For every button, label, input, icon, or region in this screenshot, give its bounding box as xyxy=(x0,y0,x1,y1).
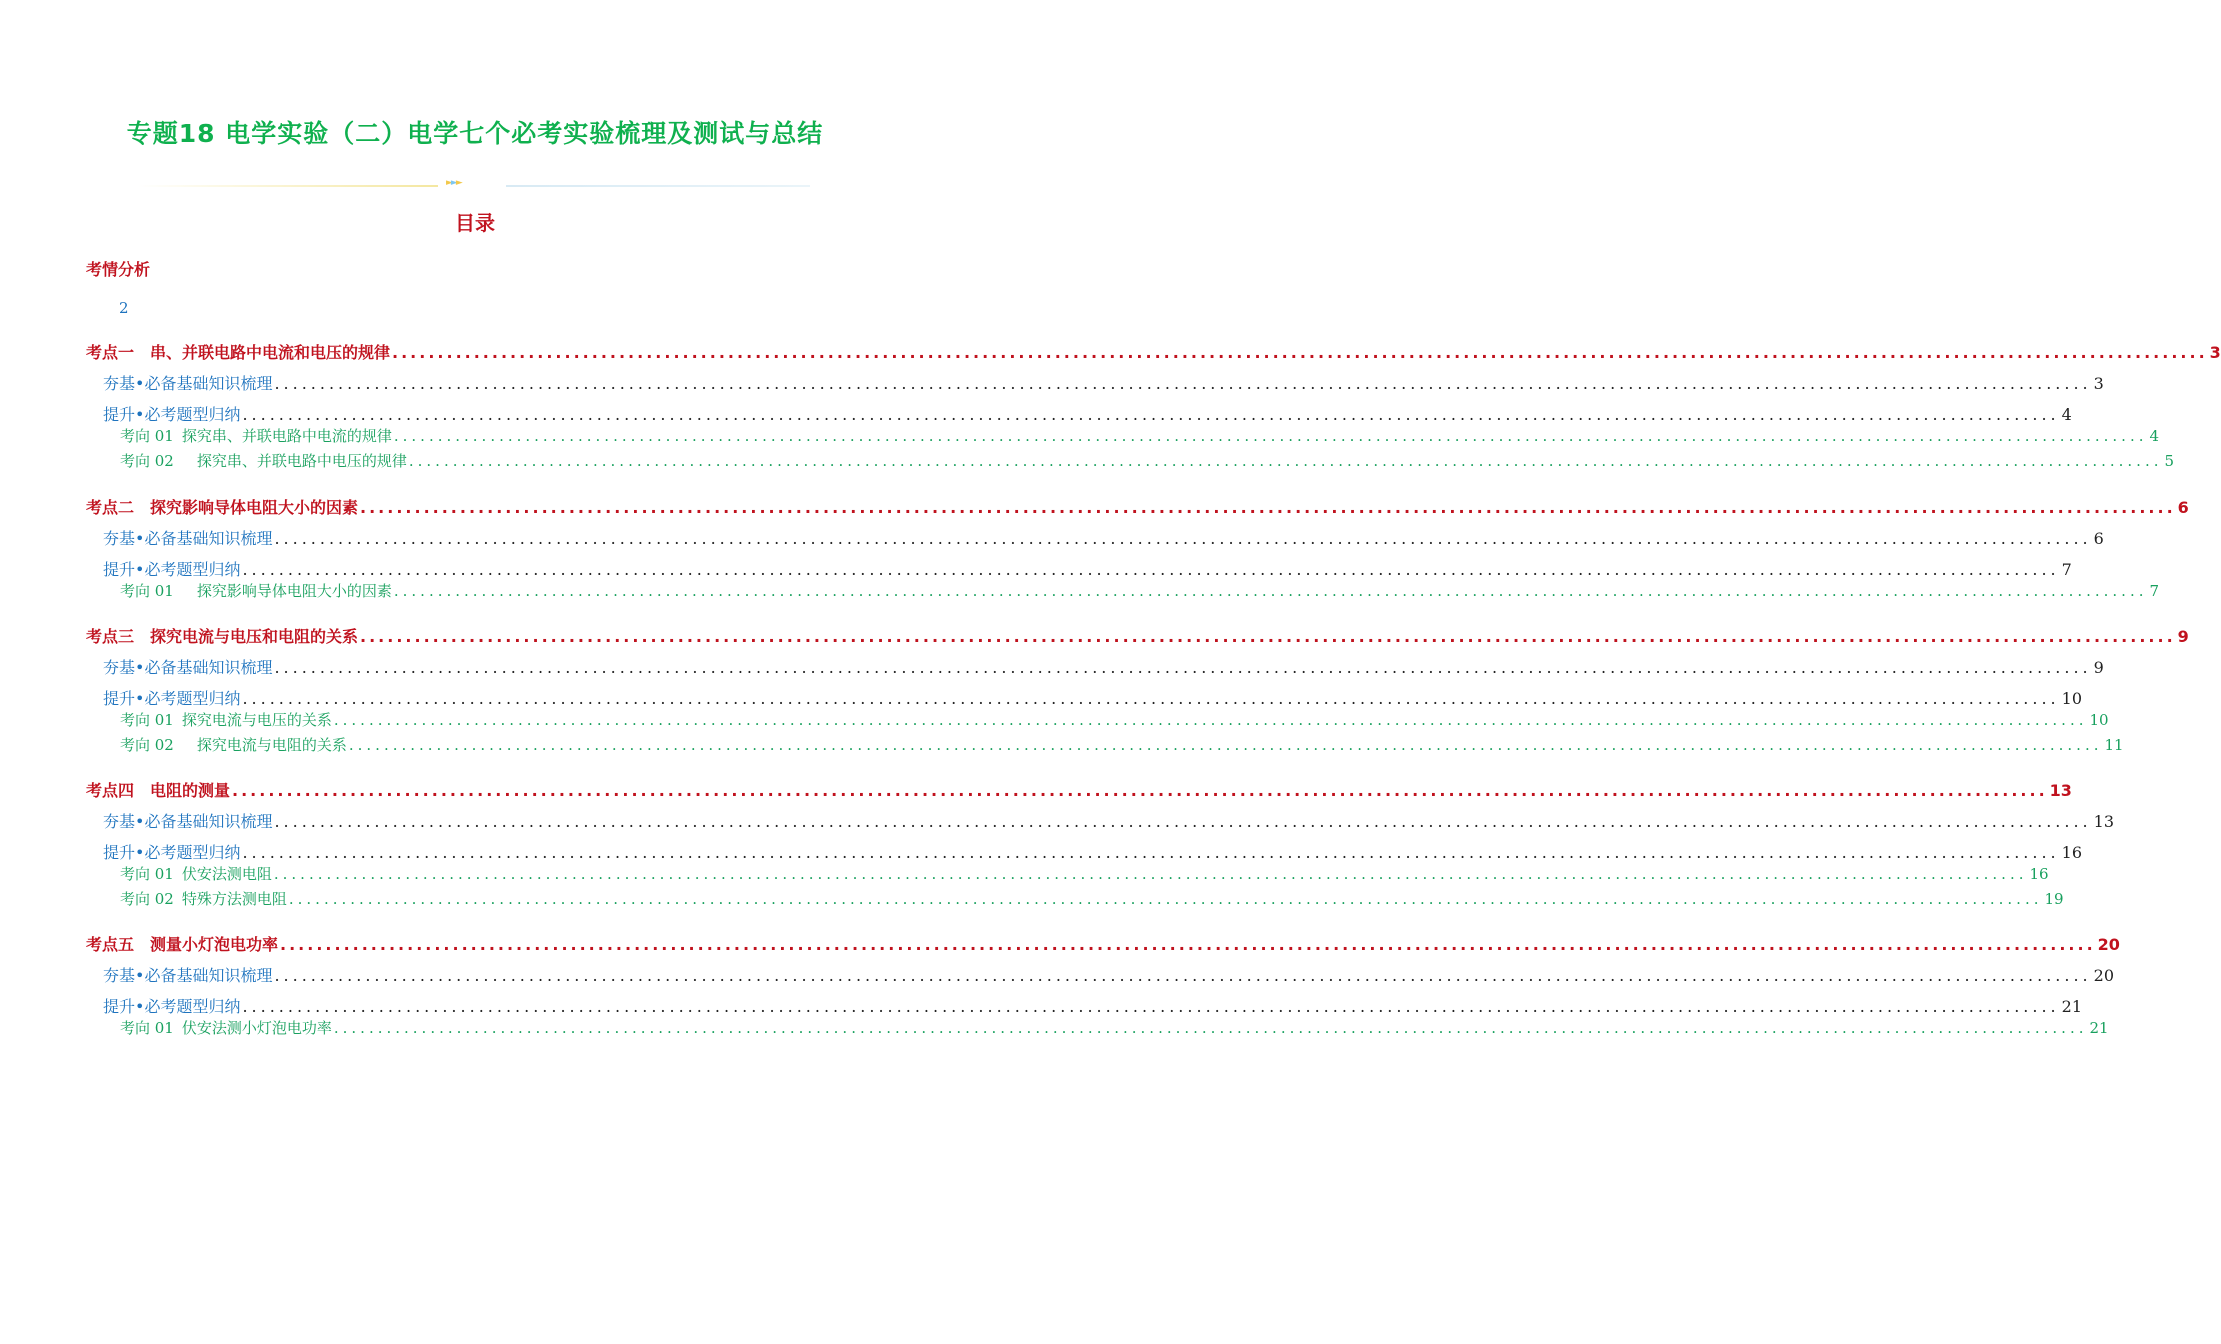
toc-page-number: 20 xyxy=(2097,935,2120,954)
toc-page-number: 4 xyxy=(2149,427,2160,445)
title-divider xyxy=(138,176,810,196)
toc-page-number: 4 xyxy=(2061,405,2072,424)
toc-dot-leader: ........................................................................................................................................................................................................ xyxy=(274,374,2092,393)
toc-subsection[interactable] xyxy=(103,526,2104,549)
toc-page-number: 21 xyxy=(2089,1019,2109,1037)
toc-subsection[interactable] xyxy=(103,371,2104,394)
toc-subsection[interactable] xyxy=(103,557,2072,580)
toc-subsection[interactable] xyxy=(103,402,2072,425)
toc-page-number: 16 xyxy=(2029,865,2049,883)
toc-page-number: 9 xyxy=(2093,658,2104,677)
toc-entry-label: 考向 01 探究串、并联电路中电流的规律 xyxy=(120,427,392,445)
toc-entry-label: 考点三 探究电流与电压和电阻的关系 xyxy=(86,627,359,646)
toc-item[interactable] xyxy=(120,734,2124,755)
toc-page-number: 11 xyxy=(2104,736,2124,754)
toc-subsection[interactable] xyxy=(103,809,2114,832)
toc-dot-leader: ........................................................................................................................................................................................................ xyxy=(348,736,2103,754)
toc-page-number: 21 xyxy=(2061,997,2082,1016)
toc-dot-leader: ........................................................................................................................................................................................................ xyxy=(274,812,2092,831)
toc-page-number: 6 xyxy=(2177,498,2189,517)
toc-intro-link[interactable]: 考情分析 xyxy=(86,260,151,279)
toc-entry-label: 考向 02 探究串、并联电路中电压的规律 xyxy=(120,452,407,470)
toc-dot-leader: ........................................................................................................................................................................................................ xyxy=(360,627,2176,646)
toc-dot-leader: ........................................................................................................................................................................................................ xyxy=(333,711,2088,729)
toc-heading: 目录 xyxy=(455,211,495,235)
toc-entry-label: 考向 02 特殊方法测电阻 xyxy=(120,890,287,908)
toc-subsection[interactable] xyxy=(103,994,2082,1017)
toc-section-4[interactable] xyxy=(86,778,2072,801)
toc-dot-leader: ........................................................................................................................................................................................................ xyxy=(242,405,2060,424)
toc-page-number: 20 xyxy=(2093,966,2114,985)
toc-item[interactable] xyxy=(120,1017,2109,1038)
toc-dot-leader: ........................................................................................................................................................................................................ xyxy=(408,452,2163,470)
toc-page-number: 5 xyxy=(2164,452,2175,470)
divider-line-left xyxy=(138,185,438,187)
toc-entry-label: 考点二 探究影响导体电阻大小的因素 xyxy=(86,498,359,517)
toc-page-number: 13 xyxy=(2049,781,2072,800)
toc-subsection[interactable] xyxy=(103,840,2082,863)
toc-page-number: 3 xyxy=(2209,343,2221,362)
toc-dot-leader: ........................................................................................................................................................................................................ xyxy=(280,935,2096,954)
toc-page-number: 7 xyxy=(2149,582,2160,600)
document-title: 专题18 电学实验（二）电学七个必考实验梳理及测试与总结 xyxy=(126,119,824,148)
toc-page-number: 7 xyxy=(2061,560,2072,579)
toc-page-number: 10 xyxy=(2089,711,2109,729)
toc-dot-leader: ........................................................................................................................................................................................................ xyxy=(273,865,2028,883)
toc-entry-label: 夯基•必备基础知识梳理 xyxy=(103,812,273,831)
toc-item[interactable] xyxy=(120,709,2109,730)
toc-entry-label: 考点五 测量小灯泡电功率 xyxy=(86,935,279,954)
toc-subsection[interactable] xyxy=(103,963,2114,986)
toc-dot-leader: ........................................................................................................................................................................................................ xyxy=(274,529,2092,548)
toc-dot-leader: ........................................................................................................................................................................................................ xyxy=(242,997,2060,1016)
toc-entry-label: 夯基•必备基础知识梳理 xyxy=(103,529,273,548)
toc-page-number: 16 xyxy=(2061,843,2082,862)
toc-entry-label: 提升•必考题型归纳 xyxy=(103,689,241,708)
toc-entry-label: 夯基•必备基础知识梳理 xyxy=(103,374,273,393)
toc-dot-leader: ........................................................................................................................................................................................................ xyxy=(242,560,2060,579)
toc-entry-label: 考点一 串、并联电路中电流和电压的规律 xyxy=(86,343,391,362)
toc-dot-leader: ........................................................................................................................................................................................................ xyxy=(393,582,2148,600)
divider-line-right xyxy=(506,185,810,187)
toc-dot-leader: ........................................................................................................................................................................................................ xyxy=(242,689,2060,708)
toc-entry-label: 考点四 电阻的测量 xyxy=(86,781,231,800)
toc-section-1[interactable] xyxy=(86,340,2221,363)
toc-section-3[interactable] xyxy=(86,624,2189,647)
toc-item[interactable] xyxy=(120,888,2064,909)
toc-dot-leader: ........................................................................................................................................................................................................ xyxy=(393,427,2148,445)
toc-subsection[interactable] xyxy=(103,655,2104,678)
toc-dot-leader: ........................................................................................................................................................................................................ xyxy=(288,890,2043,908)
toc-dot-leader: ........................................................................................................................................................................................................ xyxy=(232,781,2048,800)
toc-page-number: 19 xyxy=(2044,890,2064,908)
toc-entry-label: 提升•必考题型归纳 xyxy=(103,405,241,424)
toc-subsection[interactable] xyxy=(103,686,2082,709)
toc-entry-label: 提升•必考题型归纳 xyxy=(103,560,241,579)
toc-dot-leader: ........................................................................................................................................................................................................ xyxy=(333,1019,2088,1037)
toc-entry-label: 考向 01 伏安法测小灯泡电功率 xyxy=(120,1019,332,1037)
toc-intro-page: 2 xyxy=(119,299,129,317)
toc-entry-label: 考向 01 探究电流与电压的关系 xyxy=(120,711,332,729)
toc-entry-label: 提升•必考题型归纳 xyxy=(103,997,241,1016)
toc-page-number: 3 xyxy=(2093,374,2104,393)
toc-dot-leader: ........................................................................................................................................................................................................ xyxy=(360,498,2176,517)
toc-item[interactable] xyxy=(120,580,2160,601)
toc-item[interactable] xyxy=(120,425,2160,446)
toc-page-number: 6 xyxy=(2093,529,2104,548)
toc-entry-label: 夯基•必备基础知识梳理 xyxy=(103,658,273,677)
toc-section-5[interactable] xyxy=(86,932,2120,955)
divider-arrows-icon: ►►► xyxy=(446,178,461,188)
toc-entry-label: 考向 01 伏安法测电阻 xyxy=(120,865,272,883)
toc-page-number: 10 xyxy=(2061,689,2082,708)
toc-dot-leader: ........................................................................................................................................................................................................ xyxy=(274,658,2092,677)
toc-item[interactable] xyxy=(120,450,2175,471)
toc-dot-leader: ........................................................................................................................................................................................................ xyxy=(242,843,2060,862)
toc-entry-label: 夯基•必备基础知识梳理 xyxy=(103,966,273,985)
toc-section-2[interactable] xyxy=(86,495,2189,518)
toc-dot-leader: ........................................................................................................................................................................................................ xyxy=(392,343,2208,362)
toc-dot-leader: ........................................................................................................................................................................................................ xyxy=(274,966,2092,985)
toc-page-number: 9 xyxy=(2177,627,2189,646)
toc-entry-label: 考向 02 探究电流与电阻的关系 xyxy=(120,736,347,754)
toc-entry-label: 提升•必考题型归纳 xyxy=(103,843,241,862)
toc-page-number: 13 xyxy=(2093,812,2114,831)
toc-entry-label: 考向 01 探究影响导体电阻大小的因素 xyxy=(120,582,392,600)
toc-item[interactable] xyxy=(120,863,2049,884)
